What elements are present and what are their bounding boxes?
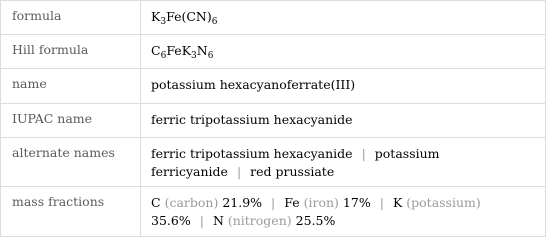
alternate-names-label: alternate names	[1, 138, 141, 187]
row-mass-fractions	[1, 187, 546, 237]
mass-fractions-list	[151, 187, 537, 230]
row-alternate-names	[1, 138, 546, 187]
row-name	[1, 69, 546, 104]
formula-label: formula	[1, 1, 141, 35]
separator: |	[271, 195, 276, 210]
name-label: name	[1, 69, 141, 104]
mass-fractions-value	[141, 187, 546, 237]
separator: |	[361, 146, 366, 161]
separator: |	[236, 164, 242, 179]
mass-fractions-label: mass fractions	[1, 187, 141, 237]
alternate-names-list	[151, 138, 537, 181]
fraction-carbon: C (carbon) 21.9%	[151, 195, 263, 210]
fraction-iron: Fe (iron) 17%	[284, 195, 371, 210]
alternate-name: ferric tripotassium hexacyanide	[151, 146, 353, 161]
hill-formula-label: Hill formula	[1, 35, 141, 69]
separator: |	[379, 195, 384, 210]
formula-value	[141, 1, 546, 35]
alternate-name: red prussiate	[250, 164, 335, 179]
iupac-name-label: IUPAC name	[1, 104, 141, 138]
hill-formula-value	[141, 35, 546, 69]
separator: |	[199, 213, 204, 228]
alternate-name: potassium ferricyanide	[151, 146, 440, 179]
formula-text: $K_3Fe(CN)_6$	[151, 9, 218, 27]
row-iupac-name	[1, 104, 546, 138]
iupac-name-value: ferric tripotassium hexacyanide	[141, 104, 546, 138]
row-hill-formula	[1, 35, 546, 69]
alternate-names-value	[141, 138, 546, 187]
name-value: potassium hexacyanoferrate(III)	[141, 69, 546, 104]
row-formula	[1, 1, 546, 35]
hill-formula-text: $C_6FeK_3N_6$	[151, 43, 214, 61]
fraction-nitrogen: N (nitrogen) 25.5%	[212, 213, 336, 228]
fraction-potassium: K (potassium) 35.6%	[151, 195, 481, 228]
